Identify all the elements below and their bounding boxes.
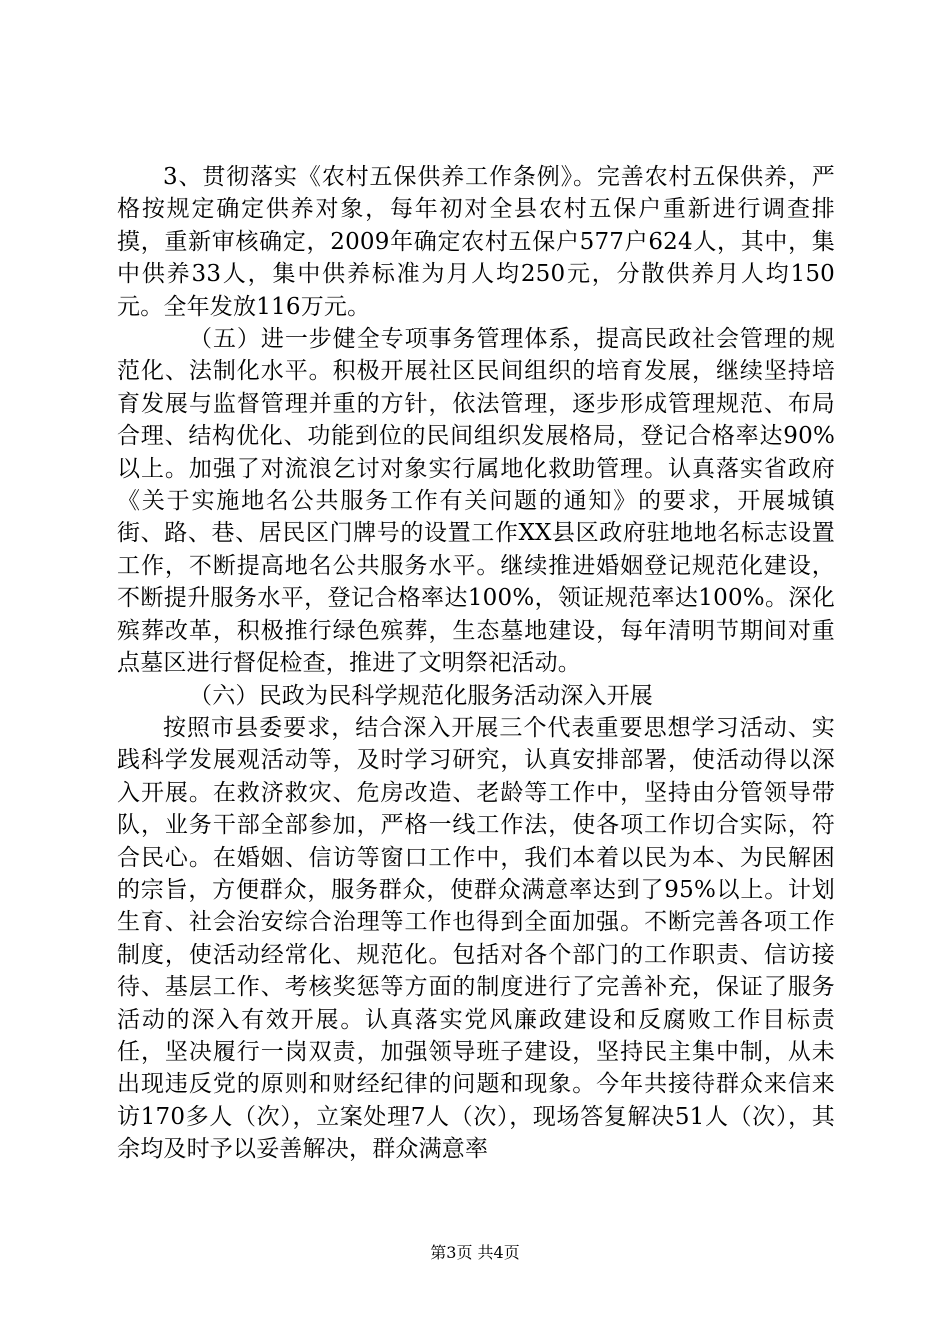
page-footer: 第3页 共4页 [430,1243,520,1262]
document-body [117,161,835,1166]
paragraph-service-activity: 按照市县委要求，结合深入开展三个代表重要思想学习活动、实践科学发展观活动等，及时学习研究，认真安排部署，使活动得以深入开展。在救济救灾、危房改造、老龄等工作中，坚持由分管领导带队，业务干部全部参加，严格一线工作法，使各项工作切合实际，符合民心。在婚姻、信访等窗口工作中，我们本着以民为本、为民解困的宗旨，方便群众，服务群众，使群众满意率达到了95%以上。计划生育、社会治安综合治理等工作也得到全面加强。不断完善各项工作制度，使活动经常化、规范化。包括对各个部门的工作职责、信访接待、基层工作、考核奖惩等方面的制度进行了完善补充，保证了服务活动的深入有效开展。认真落实党风廉政建设和反腐败工作目标责任，坚决履行一岗双责，加强领导班子建设，坚持民主集中制，从未出现违反党的原则和财经纪律的问题和现象。今年共接待群众来信来访170多人（次），立案处理7人（次），现场答复解决51人（次），其余均及时予以妥善解决，群众满意率 [117,714,835,1163]
paragraph-special-affairs: （五）进一步健全专项事务管理体系，提高民政社会管理的规范化、法制化水平。积极开展社区民间组织的培育发展，继续坚持培育发展与监督管理并重的方针，依法管理，逐步形成管理规范、布局合理、结构优化、功能到位的民间组织发展格局，登记合格率达90%以上。加强了对流浪乞讨对象实行属地化救助管理。认真落实省政府《关于实施地名公共服务工作有关问题的通知》的要求，开展城镇街、路、巷、居民区门牌号的设置工作XX县区政府驻地地名标志设置工作，不断提高地名公共服务水平。继续推进婚姻登记规范化建设，不断提升服务水平，登记合格率达100%，领证规范率达100%。深化殡葬改革，积极推行绿色殡葬，生态墓地建设，每年清明节期间对重点墓区进行督促检查，推进了文明祭祀活动。 [117,326,835,677]
section-heading-service-activity: （六）民政为民科学规范化服务活动深入开展 [189,682,653,709]
paragraph-wubao-support: 3、贯彻落实《农村五保供养工作条例》。完善农村五保供养，严格按规定确定供养对象，每年初对全县农村五保户重新进行调查排摸，重新审核确定，2009年确定农村五保户577户624人，其中，集中供养33人，集中供养标准为月人均250元，分散供养月人均150元。全年发放116万元。 [117,164,835,320]
